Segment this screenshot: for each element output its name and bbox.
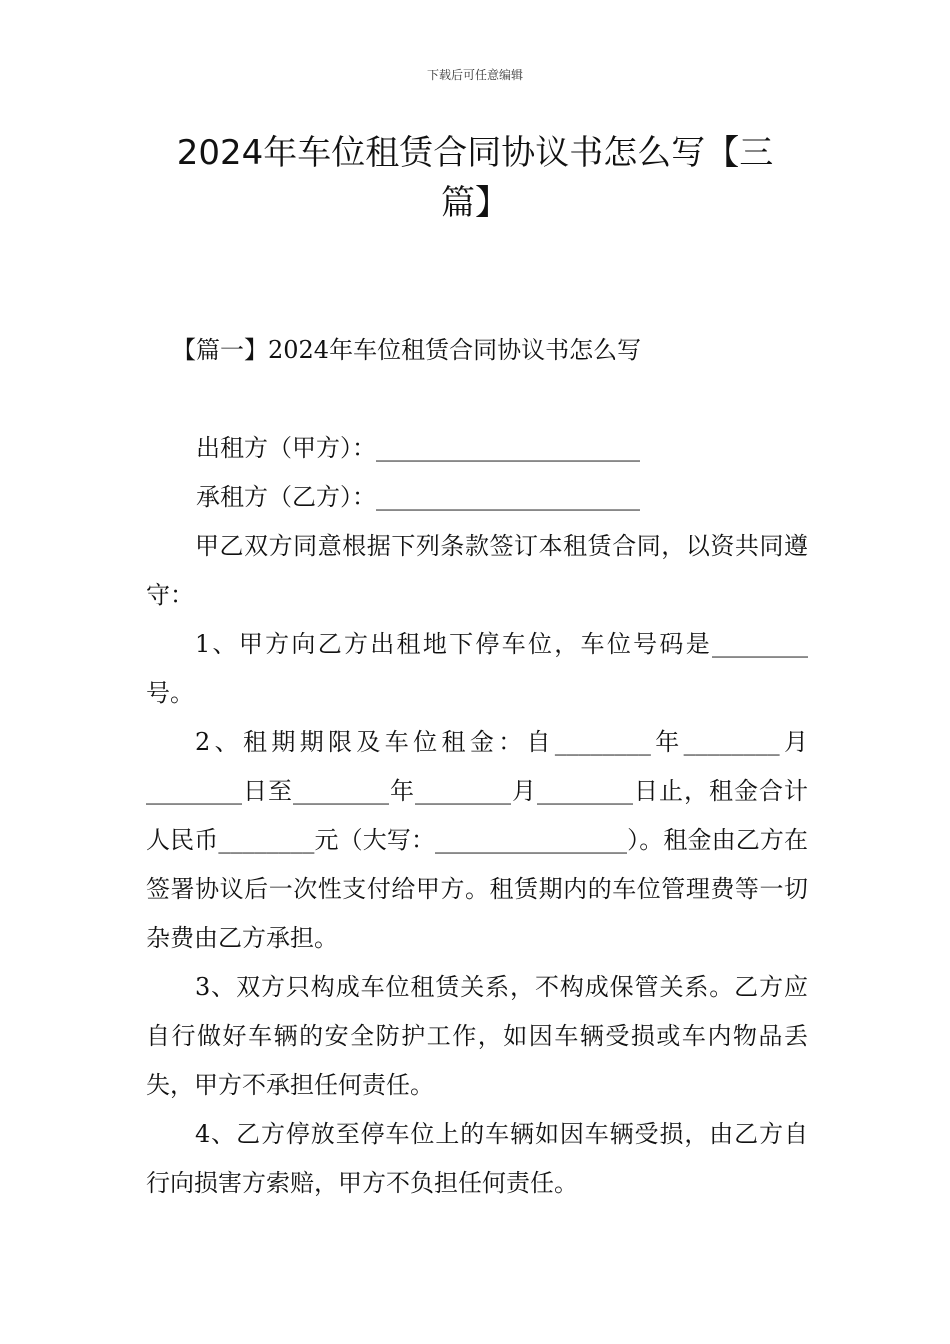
document-title	[150, 128, 800, 228]
header-note: 下载后可任意编辑	[426, 68, 523, 82]
lessor-line: 出租方（甲方）：______________________	[196, 434, 640, 462]
section-title: 【篇一】2024年车位租赁合同协议书怎么写	[172, 336, 642, 364]
intro-paragraph: 甲乙双方同意根据下列条款签订本租赁合同，以资共同遵守：	[146, 532, 808, 609]
clause-3: 3、双方只构成车位租赁关系，不构成保管关系。乙方应自行做好车辆的安全防护工作，如因车辆受损或车内物品丢失，甲方不承担任何责任。	[146, 973, 808, 1099]
contract-body	[146, 424, 808, 1208]
clause-1: 1、甲方向乙方出租地下停车位，车位号码是________号。	[146, 630, 808, 707]
clause-4: 4、乙方停放至停车位上的车辆如因车辆受损，由乙方自行向损害方索赔，甲方不负担任何责任。	[146, 1120, 808, 1197]
lessee-line: 承租方（乙方）：______________________	[196, 483, 640, 511]
title-line-1: 2024年车位租赁合同协议书怎么写【三	[176, 133, 774, 173]
title-line-2: 篇】	[441, 183, 509, 223]
clause-2: 2、租期期限及车位租金：自________年________月________日至________年________月________日止，租金合计人民币________元（大写：________________）。租金由乙方在签署协议后一次性支付给甲方。租赁期内的车位管理费等一切杂费由乙方承担。	[146, 728, 808, 952]
